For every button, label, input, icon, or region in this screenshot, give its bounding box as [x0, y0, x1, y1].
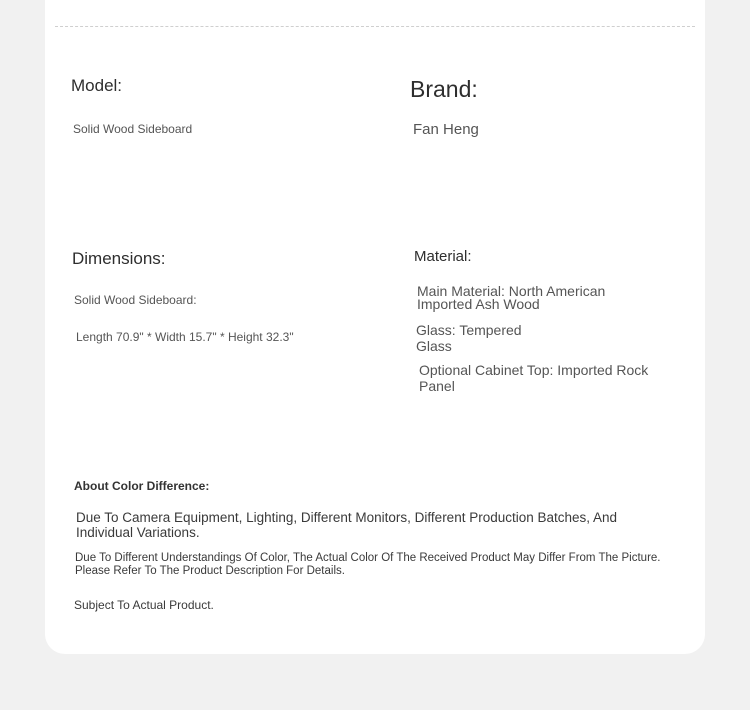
brand-value: Fan Heng [413, 121, 479, 138]
dimensions-value: Length 70.9" * Width 15.7" * Height 32.3" [76, 330, 294, 344]
material-glass: Glass: Tempered Glass [416, 322, 522, 354]
color-difference-note-2: Due To Different Understandings Of Color, The Actual Color Of The Received Product May Differ From The Picture. Please Refer To The Product Description For Details. [75, 552, 661, 577]
material-label: Material: [414, 248, 472, 265]
model-value: Solid Wood Sideboard [73, 122, 193, 136]
color-difference-note-1: Due To Camera Equipment, Lighting, Different Monitors, Different Production Batches, And Individual Variations. [76, 510, 618, 540]
dimensions-label: Dimensions: [72, 249, 166, 268]
brand-label: Brand: [410, 76, 478, 102]
product-spec-card [45, 0, 705, 654]
material-cabinet-top: Optional Cabinet Top: Imported Rock Panel [419, 362, 649, 394]
color-difference-label: About Color Difference: [74, 479, 210, 493]
dashed-divider [55, 26, 695, 27]
subject-to-actual-note: Subject To Actual Product. [74, 598, 214, 612]
dimensions-subtitle: Solid Wood Sideboard: [74, 293, 197, 307]
model-label: Model: [71, 76, 123, 95]
material-main: Main Material: North American Imported Ash Wood [417, 283, 606, 312]
